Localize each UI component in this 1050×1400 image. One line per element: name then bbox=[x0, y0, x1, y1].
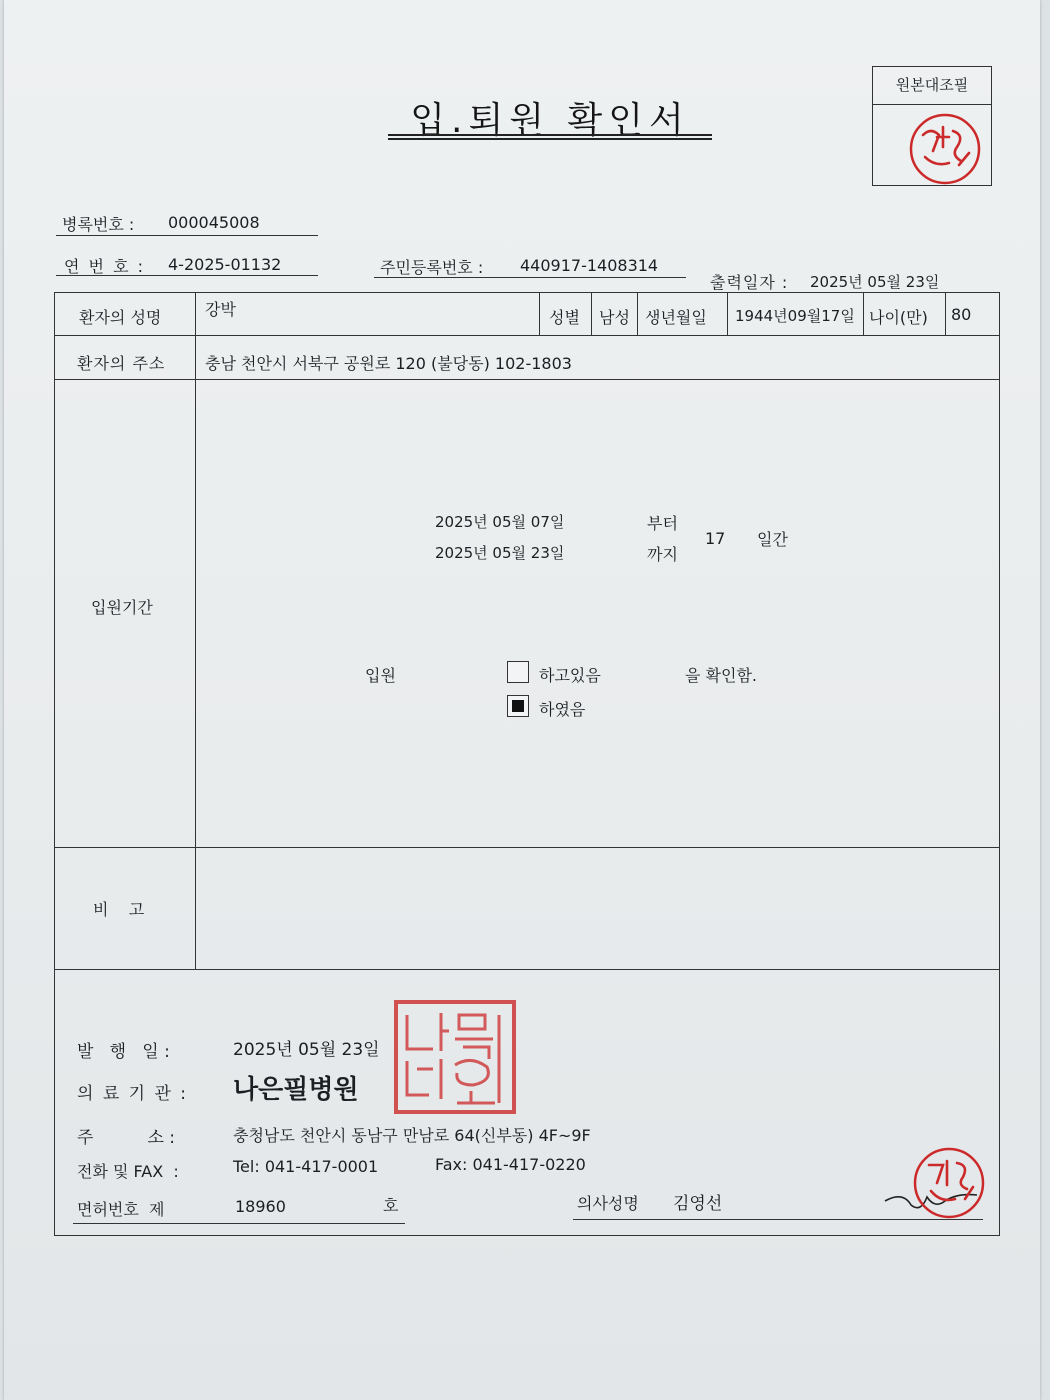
document-sheet bbox=[4, 0, 1040, 1400]
current-admission-checkbox[interactable] bbox=[507, 661, 529, 683]
phone-fax-label: 전화 및 FAX : bbox=[77, 1162, 179, 1181]
document-title: 입.퇴원 확인서 bbox=[410, 100, 690, 141]
admission-days: 17 bbox=[705, 529, 726, 548]
resident-number: 440917-1408314 bbox=[520, 256, 659, 275]
completed-admission-label: 하였음 bbox=[539, 700, 586, 719]
resident-underline bbox=[374, 277, 686, 278]
issuer-tel: Tel: 041-417-0001 bbox=[233, 1157, 379, 1176]
license-number: 18960 bbox=[235, 1197, 286, 1216]
current-admission-label: 하고있음 bbox=[539, 666, 601, 685]
doctor-signature-seal-icon bbox=[881, 1143, 991, 1223]
admission-end-suffix: 까지 bbox=[647, 545, 678, 564]
form-table bbox=[54, 292, 1000, 1236]
column-divider bbox=[727, 293, 728, 335]
title-underline-2 bbox=[388, 138, 712, 140]
issue-date-label: 발 행 일 : bbox=[77, 1042, 170, 1062]
admission-start-date: 2025년 05월 07일 bbox=[435, 513, 565, 531]
issuer-address: 충청남도 천안시 동남구 만남로 64(신부동) 4F~9F bbox=[233, 1126, 591, 1145]
registration-label: 병록번호 : bbox=[62, 215, 135, 234]
license-underline bbox=[73, 1223, 405, 1224]
registration-underline bbox=[56, 235, 318, 236]
sex-value: 남성 bbox=[599, 308, 630, 327]
institution-label: 의 료 기 관 : bbox=[77, 1084, 189, 1104]
sex-label: 성별 bbox=[549, 308, 580, 327]
admission-status-label: 입원 bbox=[365, 666, 396, 685]
doctor-name: 김영선 bbox=[673, 1194, 723, 1214]
patient-name: 강박 bbox=[205, 300, 236, 319]
age-value: 80 bbox=[951, 305, 972, 324]
title-underline bbox=[388, 134, 712, 136]
serial-underline bbox=[56, 275, 318, 276]
row-divider bbox=[55, 379, 999, 380]
serial-number: 4-2025-01132 bbox=[168, 255, 282, 274]
institution-name: 나은필병원 bbox=[233, 1075, 359, 1105]
license-suffix: 호 bbox=[383, 1196, 399, 1215]
confirm-text: 을 확인함. bbox=[685, 666, 757, 685]
birth-value: 1944년09월17일 bbox=[735, 307, 855, 325]
verification-stamp-box bbox=[872, 66, 992, 186]
column-divider bbox=[637, 293, 638, 335]
column-divider bbox=[863, 293, 864, 335]
verification-seal-icon bbox=[873, 105, 991, 185]
registration-number: 000045008 bbox=[168, 213, 260, 232]
column-divider bbox=[195, 293, 196, 969]
column-divider bbox=[945, 293, 946, 335]
print-date-label: 출력일자 : bbox=[710, 273, 789, 292]
issuer-fax: Fax: 041-417-0220 bbox=[435, 1155, 586, 1174]
admission-days-unit: 일간 bbox=[757, 530, 788, 549]
serial-label: 연 번 호 : bbox=[64, 257, 146, 276]
admission-start-suffix: 부터 bbox=[647, 514, 678, 533]
print-date: 2025년 05월 23일 bbox=[810, 273, 940, 291]
patient-address: 충남 천안시 서북구 공원로 120 (불당동) 102-1803 bbox=[205, 354, 572, 373]
column-divider bbox=[591, 293, 592, 335]
admission-end-date: 2025년 05월 23일 bbox=[435, 544, 565, 562]
issue-date: 2025년 05월 23일 bbox=[233, 1040, 380, 1060]
row-divider bbox=[55, 969, 999, 970]
patient-name-label: 환자의 성명 bbox=[79, 308, 162, 327]
age-label: 나이(만) bbox=[869, 308, 928, 327]
resident-label: 주민등록번호 : bbox=[380, 258, 484, 277]
patient-address-label: 환자의 주소 bbox=[77, 354, 166, 373]
license-label: 면허번호 제 bbox=[77, 1200, 165, 1219]
admission-period-label: 입원기간 bbox=[91, 598, 153, 617]
issuer-address-label: 주 소 : bbox=[77, 1128, 176, 1148]
row-divider bbox=[55, 847, 999, 848]
doctor-label: 의사성명 bbox=[577, 1194, 639, 1213]
remarks-label: 비 고 bbox=[93, 900, 145, 919]
completed-admission-checkbox[interactable] bbox=[507, 695, 529, 717]
stamp-box-label: 원본대조필 bbox=[873, 67, 991, 105]
column-divider bbox=[539, 293, 540, 335]
row-divider bbox=[55, 335, 999, 336]
birth-label: 생년월일 bbox=[645, 308, 707, 327]
hospital-seal-icon bbox=[393, 999, 517, 1115]
